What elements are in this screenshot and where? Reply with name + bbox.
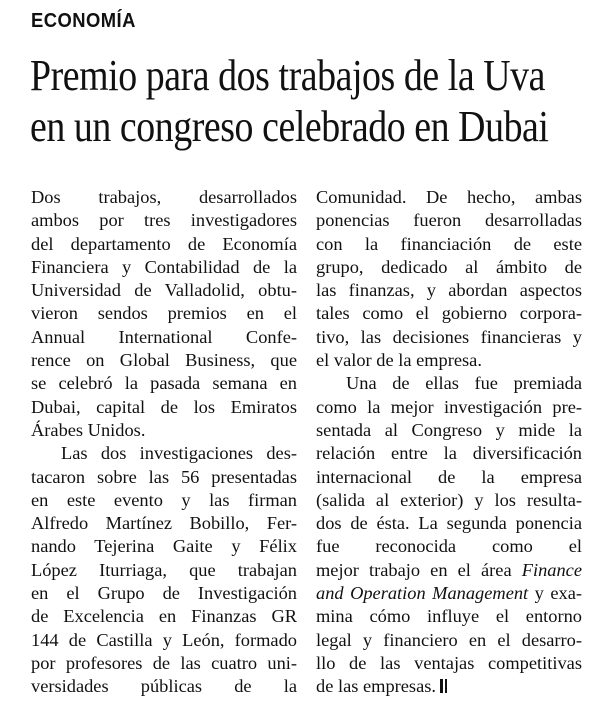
text-line: por profesores de las cuatro uni-	[31, 652, 297, 673]
text-line: versidades públicas de la	[31, 676, 297, 697]
text-line: Dubai, capital de los Emiratos	[31, 396, 297, 417]
text-line: Annual International Confe-	[31, 326, 297, 347]
text-line: de Excelencia en Finanzas GR	[31, 606, 297, 627]
text-line: mina cómo influye el entorno	[316, 606, 582, 627]
text-line: sentada al Congreso y mide la	[316, 419, 582, 440]
text-line: Financiera y Contabilidad de la	[31, 256, 297, 277]
text-line: nando Tejerina Gaite y Félix	[31, 536, 297, 557]
text-line: Dos trabajos, desarrollados	[31, 187, 297, 207]
text-run: y exa-	[528, 583, 582, 604]
text-line: tales como el gobierno corpora-	[316, 303, 582, 324]
headline-line: en un congreso celebrado en Dubai	[30, 102, 549, 151]
article-column-right	[316, 186, 582, 699]
text-line: en este evento y las firman	[31, 489, 297, 510]
text-line: tivo, las decisiones financieras y	[316, 326, 582, 347]
article-column-left	[31, 186, 297, 699]
text-line: ponencias fueron desarrolladas	[316, 210, 582, 231]
text-line: dos de ésta. La segunda ponencia	[316, 513, 582, 534]
headline-line: Premio para dos trabajos de la Uva	[30, 51, 545, 100]
section-label: ECONOMÍA	[31, 10, 136, 32]
text-line: Comunidad. De hecho, ambas	[316, 187, 582, 207]
text-line: vieron sendos premios en el	[31, 303, 297, 324]
text-line: llo de las ventajas competitivas	[316, 652, 582, 673]
text-line: las finanzas, y abordan aspectos	[316, 280, 582, 301]
text-line: como la mejor investigación pre-	[316, 396, 582, 417]
text-line-mixed	[316, 559, 582, 582]
text-line: López Iturriaga, que trabajan	[31, 559, 297, 580]
text-line: Universidad de Valladolid, obtu-	[31, 280, 297, 301]
text-line: rence on Global Business, que	[31, 350, 297, 371]
text-line: 144 de Castilla y León, formado	[31, 629, 297, 650]
text-line: ambos por tres investigadores	[31, 210, 297, 231]
text-line: (salida al exterior) y los resulta-	[316, 489, 582, 510]
text-line: del departamento de Economía	[31, 233, 297, 254]
text-line: relación entre la diversificación	[316, 443, 582, 464]
italic-term: and Operation Management	[316, 583, 529, 604]
text-line: Una de ellas fue premiada	[346, 373, 582, 394]
text-line: con la financiación de este	[316, 233, 582, 254]
text-run: mejor trabajo en el área	[316, 559, 522, 580]
text-line: Las dos investigaciones des-	[61, 443, 297, 464]
italic-term: Finance	[521, 559, 582, 580]
text-line: internacional de la empresa	[316, 466, 582, 487]
text-line: Alfredo Martínez Bobillo, Fer-	[31, 513, 297, 534]
text-line-final	[316, 675, 582, 698]
text-line: se celebró la pasada semana en	[31, 373, 297, 394]
text-line: Árabes Unidos.	[31, 419, 146, 440]
text-line: legal y financiero en el desarro-	[316, 629, 582, 650]
text-line: el valor de la empresa.	[316, 350, 482, 371]
end-of-article-mark	[445, 679, 447, 693]
text-line-mixed	[316, 582, 582, 605]
text-line: tacaron sobre las 56 presentadas	[31, 466, 297, 487]
text-line: fue reconocida como el	[316, 536, 582, 557]
text-line: en el Grupo de Investigación	[31, 583, 297, 604]
text-line: grupo, dedicado al ámbito de	[316, 256, 582, 277]
end-of-article-mark	[440, 679, 443, 693]
text-run: de las empresas.	[316, 676, 437, 697]
headline	[30, 50, 600, 152]
